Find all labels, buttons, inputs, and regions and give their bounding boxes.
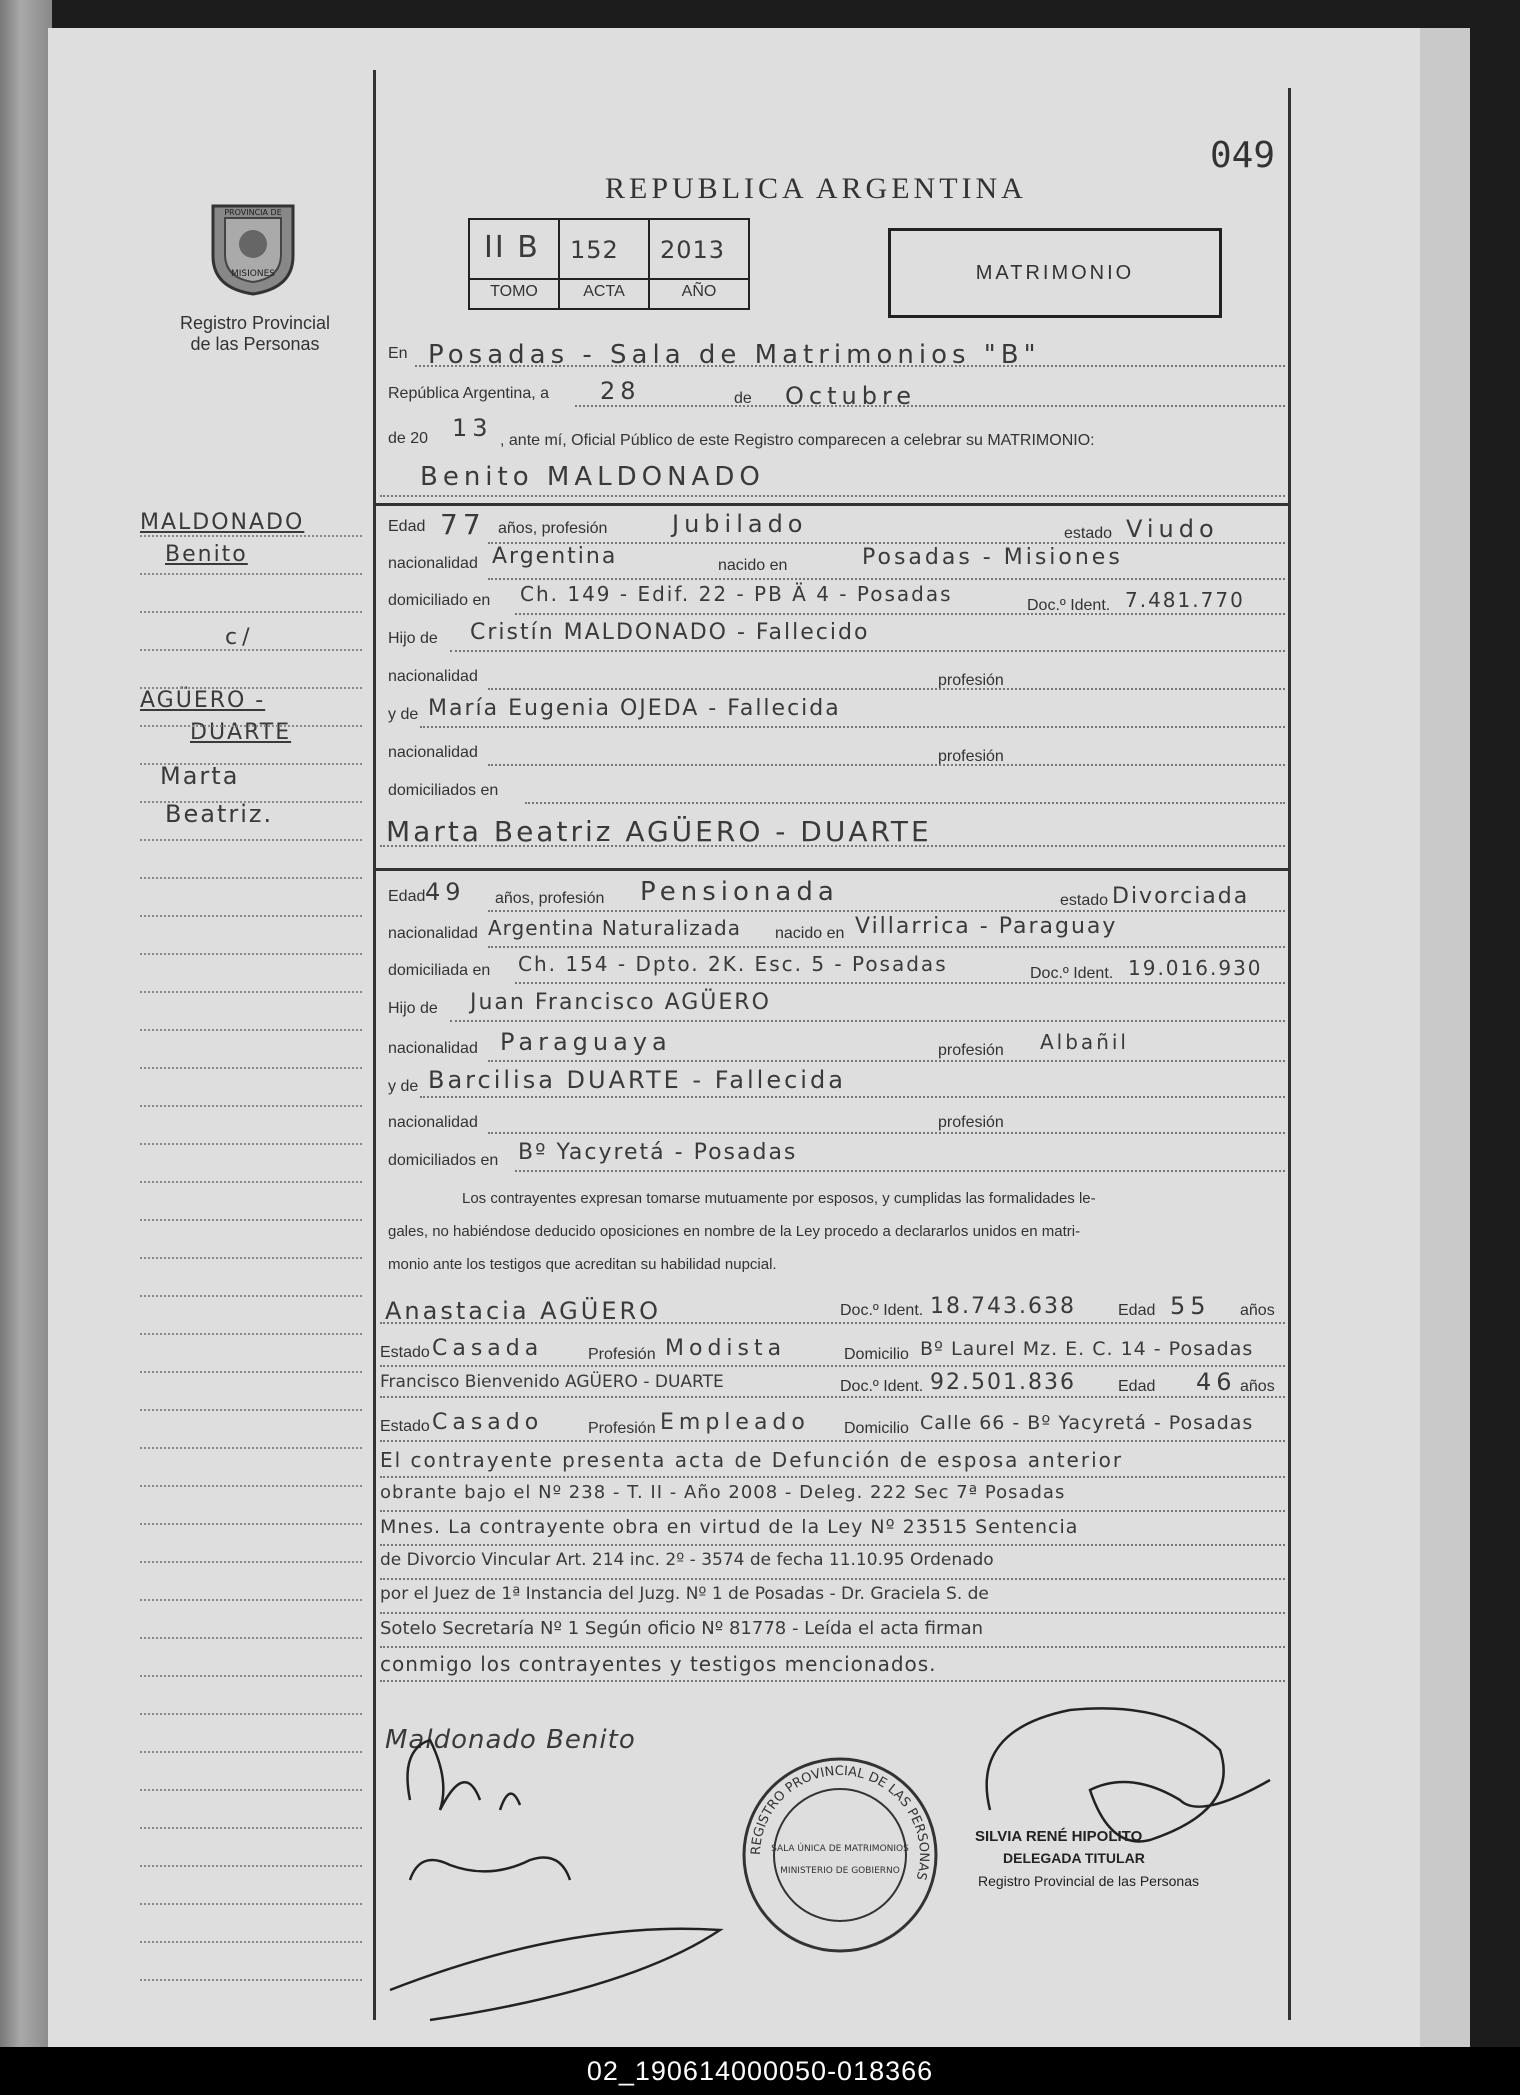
margin-rule xyxy=(140,1333,362,1335)
shield-text-top: PROVINCIA DE xyxy=(224,208,282,217)
registry-seal xyxy=(740,1755,940,1955)
registry-line-2: de las Personas xyxy=(190,334,320,354)
witness1-doc: 18.743.638 xyxy=(930,1294,1076,1319)
groom-father: Cristín MALDONADO - Fallecido xyxy=(470,620,870,645)
body-text-line-1: Los contrayentes expresan tomarse mutuamente por esposos, y cumplidas las formalidades le- xyxy=(462,1190,1096,1207)
acta-label: ACTA xyxy=(583,283,625,300)
official-org: Registro Provincial de las Personas xyxy=(978,1873,1199,1889)
de-label: de xyxy=(734,390,752,407)
marriage-month: Octubre xyxy=(785,382,917,410)
bride-name: Marta Beatriz AGÜERO - DUARTE xyxy=(386,815,932,848)
margin-rule xyxy=(140,1941,362,1943)
anio-value: 2013 xyxy=(660,236,726,264)
witness2-profession: Empleado xyxy=(660,1410,810,1435)
registry-name xyxy=(150,313,360,355)
groom-address: Ch. 149 - Edif. 22 - PB Ä 4 - Posadas xyxy=(520,582,953,606)
groom-doc-number: 7.481.770 xyxy=(1125,588,1245,612)
note-rule xyxy=(380,1476,1285,1478)
margin-rule xyxy=(140,687,362,689)
misiones-shield-icon xyxy=(205,196,301,296)
margin-rule xyxy=(140,915,362,917)
bride-father-profession: Albañil xyxy=(1040,1030,1129,1054)
margin-rule xyxy=(140,1599,362,1601)
margin-line-5: DUARTE xyxy=(190,720,292,745)
official-signature xyxy=(987,1708,1270,1841)
bride-parents-address: Bº Yacyretá - Posadas xyxy=(518,1140,798,1165)
bride-nationality: Argentina Naturalizada xyxy=(488,916,741,940)
witness2-doc: 92.501.836 xyxy=(930,1370,1076,1395)
groom-nationality: Argentina xyxy=(492,544,618,569)
tomo-value: II B xyxy=(484,230,540,265)
witness2-address: Calle 66 - Bº Yacyretá - Posadas xyxy=(920,1412,1254,1434)
margin-line-6: Marta xyxy=(160,762,240,790)
groom-mother: María Eugenia OJEDA - Fallecida xyxy=(428,696,841,721)
seal-bottom-text: MINISTERIO DE GOBIERNO xyxy=(780,1866,900,1876)
note-line-4: de Divorcio Vincular Art. 214 inc. 2º - 3574 de fecha 11.10.95 Ordenado xyxy=(380,1550,994,1570)
margin-rule xyxy=(140,1675,362,1677)
margin-rule xyxy=(140,1485,362,1487)
footer-caption: 02_190614000050-018366 xyxy=(0,2047,1520,2095)
groom-age: 77 xyxy=(440,508,486,541)
seal-ring-text: REGISTRO PROVINCIAL DE LAS PERSONAS xyxy=(748,1763,932,1882)
margin-rule xyxy=(140,611,362,613)
margin-rule xyxy=(140,1865,362,1867)
marriage-year: 13 xyxy=(452,414,493,442)
binder-edge xyxy=(0,0,52,2050)
year-prefix: de 20 xyxy=(388,430,429,447)
margin-line-4: AGÜERO - xyxy=(140,688,266,713)
seal-inner-text: SALA ÚNICA DE MATRIMONIOS xyxy=(771,1844,909,1854)
margin-rule xyxy=(140,1219,362,1221)
margin-rule xyxy=(140,1295,362,1297)
margin-rule xyxy=(140,1257,362,1259)
signature-3 xyxy=(410,1858,570,1881)
margin-rule xyxy=(140,535,362,537)
body-text-line-2: gales, no habiéndose deducido oposiciones en nombre de la Ley procedo a declararlos unidos en matri- xyxy=(388,1223,1081,1240)
note-rule xyxy=(380,1646,1285,1648)
witness2-age: 46 xyxy=(1196,1368,1237,1396)
note-line-1: El contrayente presenta acta de Defunción de esposa anterior xyxy=(380,1448,1124,1472)
bride-birthplace: Villarrica - Paraguay xyxy=(855,914,1118,939)
witness1-status: Casada xyxy=(432,1336,544,1361)
scanned-document: 049 REPUBLICA ARGENTINA PROVINCIA DE MISIONES Registro Provincial de las Personas II B 152 2013 TOMO ACTA AÑO MATRIMONIO MALDONADO Benito c/ AGÜERO - DUARTE Marta Beatriz. En Posadas - Sala de Matrimonios "B" República Argentina, a 28 de Octubre de 20 13 , ante mí, Oficial Público de este Registro comparecen a celebrar su MATRIMONIO: Benito MALDONADO Edad 77 años, profesión Jubilado estado Viudo nacionalidad Argentina nacido en Posadas - Misiones domiciliado en Ch. 149 - Edif. 22 - PB Ä 4 - Posadas Doc.º Ident. 7.481.770 Hijo de Cristín MALDONADO - Fallecido nacionalidad profesión y de María Eugenia OJEDA - Fallecida nacionalidad profesión domiciliados en Marta Beatriz AGÜERO - DUARTE Edad 49 años, profesión Pensionada estado Divorciada nacionalidad Argentina Naturalizada nacido en Villarrica - Paraguay domiciliada en Ch. 154 - Dpto. 2K. Esc. 5 - Posadas Doc.º Ident. 19.016.930 Hijo de Juan Francisco AGÜERO nacionalidad Paraguaya profesión Albañil y de Barcilisa DUARTE - Fallecida nacionalidad profesión domiciliados en Bº Yacyretá - Posadas Los contrayentes expresan tomarse mutuamente por esposos, y cumplidas las formalidades le- gales, no habiéndose deducido oposiciones en nombre de la Ley procedo a declararlos unidos en matri- monio ante los testigos que acreditan su habilidad nupcial. Anastacia AGÜERO Doc.º Ident. 18.743.638 Edad 55 años Estado Casada Profesión Modista Domicilio Bº Laurel Mz. E. C. 14 - Posadas Francisco Bienvenido AGÜERO - DUARTE Doc.º Ident. 92.501.836 Edad 46 años Estado Casado Profesión Empleado Domicilio Calle 66 - Bº Yacyretá - Posadas El contrayente presenta acta de Defunción de esposa anterior obrante bajo el Nº 238 - T. II - Año 2008 - Deleg. 222 Sec 7ª Posadas Mnes. La contrayente obra en virtud de la Ley Nº 23515 Sentencia de Divorcio Vincular Art. 214 inc. 2º - 3574 de fecha 11.10.95 Ordenado por el Juez de 1ª Instancia del Juzg. Nº 1 de Posadas - Dr. Graciela S. de Sotelo Secretaría Nº 1 Según oficio Nº 81778 - Leída el acta firman conmigo los contrayentes y testigos mencionados. Maldonado Benito REGISTRO PROVINCIAL DE LAS PERSONAS SALA ÚNICA DE MATRIMONIOS MINISTERIO DE GOBIERNO SILVIA RENÉ HIPOLITO DELEGADA TITULAR Registro Provincial de las Personas 02_190614000050-018366 xyxy=(0,0,1520,2095)
note-line-2: obrante bajo el Nº 238 - T. II - Año 2008 - Deleg. 222 Sec 7ª Posadas xyxy=(380,1482,1066,1503)
signature-2 xyxy=(408,1740,521,1810)
witness1-profession: Modista xyxy=(665,1336,787,1361)
witness1-age: 55 xyxy=(1170,1292,1211,1320)
note-rule xyxy=(380,1578,1285,1580)
margin-rule xyxy=(140,1371,362,1373)
body-text-line-3: monio ante los testigos que acreditan su habilidad nupcial. xyxy=(388,1256,777,1273)
note-line-5: por el Juez de 1ª Instancia del Juzg. Nº 1 de Posadas - Dr. Graciela S. de xyxy=(380,1584,989,1604)
witness1-name: Anastacia AGÜERO xyxy=(385,1297,662,1325)
bride-status: Divorciada xyxy=(1112,884,1250,909)
margin-rule xyxy=(140,1979,362,1981)
margin-rule xyxy=(140,1827,362,1829)
margin-rule xyxy=(140,1181,362,1183)
page-number: 049 xyxy=(1210,135,1276,176)
margin-line-3: c/ xyxy=(225,625,255,650)
margin-line-1: MALDONADO xyxy=(140,510,305,535)
margin-rule xyxy=(140,1903,362,1905)
republica-label: República Argentina, a xyxy=(388,385,549,402)
bride-address: Ch. 154 - Dpto. 2K. Esc. 5 - Posadas xyxy=(518,952,948,976)
intro-text: , ante mí, Oficial Público de este Registro comparecen a celebrar su MATRIMONIO: xyxy=(500,432,1095,449)
document-type-box: MATRIMONIO xyxy=(888,228,1222,318)
shield-text-bottom: MISIONES xyxy=(230,269,276,279)
signature-4 xyxy=(390,1929,720,2020)
acta-value: 152 xyxy=(570,236,619,264)
tomo-label: TOMO xyxy=(490,283,538,300)
margin-rule xyxy=(140,1637,362,1639)
margin-rule xyxy=(140,1105,362,1107)
marriage-day: 28 xyxy=(600,377,641,405)
note-rule xyxy=(380,1510,1285,1512)
record-number-box xyxy=(468,218,750,310)
groom-profession: Jubilado xyxy=(672,510,808,538)
bride-profession: Pensionada xyxy=(640,877,839,907)
margin-rule xyxy=(140,1789,362,1791)
margin-rule xyxy=(140,1143,362,1145)
official-title: DELEGADA TITULAR xyxy=(1003,1850,1145,1866)
groom-name: Benito MALDONADO xyxy=(420,462,765,492)
margin-rule xyxy=(140,725,362,727)
margin-rule xyxy=(140,1523,362,1525)
margin-rule xyxy=(140,953,362,955)
bride-father-nationality: Paraguaya xyxy=(500,1028,672,1056)
margin-rule xyxy=(140,991,362,993)
note-rule xyxy=(380,1680,1285,1682)
margin-rule xyxy=(140,573,362,575)
margin-rule xyxy=(140,801,362,803)
margin-line-7: Beatriz. xyxy=(165,800,274,828)
witness2-name: Francisco Bienvenido AGÜERO - DUARTE xyxy=(380,1372,724,1392)
bride-age: 49 xyxy=(425,878,466,906)
margin-rule xyxy=(140,1713,362,1715)
note-rule xyxy=(380,1544,1285,1546)
groom-birthplace: Posadas - Misiones xyxy=(862,545,1123,570)
margin-rule xyxy=(140,1067,362,1069)
margin-rule xyxy=(140,649,362,651)
witness2-status: Casado xyxy=(432,1410,544,1435)
margin-rule xyxy=(140,1561,362,1563)
groom-status: Viudo xyxy=(1126,515,1219,543)
registry-line-1: Registro Provincial xyxy=(179,313,331,333)
margin-rule xyxy=(140,839,362,841)
margin-rule xyxy=(140,877,362,879)
official-name: SILVIA RENÉ HIPOLITO xyxy=(975,1828,1143,1845)
witness1-address: Bº Laurel Mz. E. C. 14 - Posadas xyxy=(920,1338,1254,1360)
groom-signature: Maldonado Benito xyxy=(385,1725,636,1755)
margin-rule xyxy=(140,1029,362,1031)
bride-doc-number: 19.016.930 xyxy=(1128,956,1263,980)
note-line-3: Mnes. La contrayente obra en virtud de la Ley Nº 23515 Sentencia xyxy=(380,1516,1079,1538)
en-label: En xyxy=(388,345,408,362)
anio-label: AÑO xyxy=(681,283,717,300)
note-line-6: Sotelo Secretaría Nº 1 Según oficio Nº 81778 - Leída el acta firman xyxy=(380,1618,984,1639)
note-line-7: conmigo los contrayentes y testigos mencionados. xyxy=(380,1652,937,1676)
document-title: REPUBLICA ARGENTINA xyxy=(605,172,1027,205)
bride-father: Juan Francisco AGÜERO xyxy=(470,990,771,1015)
margin-rule xyxy=(140,1409,362,1411)
note-rule xyxy=(380,1612,1285,1614)
marriage-place: Posadas - Sala de Matrimonios "B" xyxy=(428,340,1041,370)
margin-rule xyxy=(140,1447,362,1449)
bride-mother: Barcilisa DUARTE - Fallecida xyxy=(428,1066,846,1094)
margin-line-2: Benito xyxy=(165,542,248,567)
margin-rule xyxy=(140,1751,362,1753)
margin-rule xyxy=(140,763,362,765)
